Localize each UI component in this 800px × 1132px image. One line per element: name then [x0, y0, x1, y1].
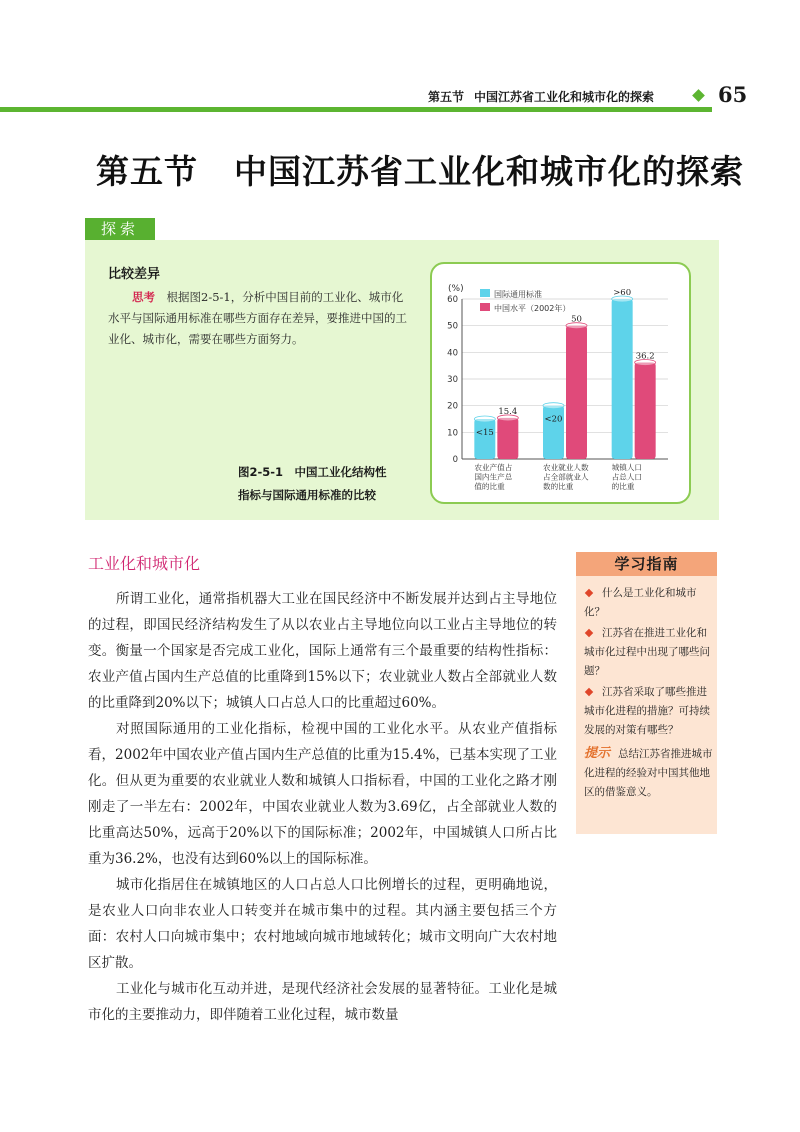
y-tick-label: 50	[447, 321, 458, 332]
guide-item-text: 什么是工业化和城市化？	[584, 587, 697, 618]
guide-title: 学习指南	[576, 552, 717, 576]
y-tick-label: 60	[447, 295, 458, 305]
chart-frame	[430, 262, 691, 504]
header-rule	[0, 107, 712, 112]
running-header	[0, 82, 800, 112]
y-tick-label: 0	[452, 455, 458, 465]
compare-title: 比较差异	[108, 267, 161, 282]
think-text: 根据图2-5-1，分析中国目前的工业化、城市化水平与国际通用标准在哪些方面存在差异，要推进中国的工业化、城市化，需要在哪些方面努力。	[108, 290, 407, 346]
x-tick-label: 值的比重	[474, 482, 505, 491]
guide-item	[584, 624, 714, 681]
figure-caption-line2: 指标与国际通用标准的比较	[238, 488, 376, 502]
think-label: 思考	[132, 290, 155, 304]
running-section: 第五节	[428, 90, 465, 104]
tip-label: 提示	[584, 746, 611, 761]
x-tick-label: 城镇人口	[611, 463, 643, 472]
page-number: 65	[718, 82, 748, 107]
data-label: >60	[613, 288, 632, 298]
legend-swatch	[480, 303, 490, 311]
bar-standard	[543, 406, 564, 459]
bar-chart	[432, 264, 689, 502]
explore-tab: 探索	[85, 218, 155, 240]
bar-china	[635, 362, 656, 459]
y-tick-label: 10	[447, 428, 458, 439]
figure-caption	[238, 461, 428, 507]
y-tick-label: 30	[447, 375, 458, 385]
legend-entry: 国际通用标准	[494, 290, 542, 299]
bar-china	[566, 326, 587, 459]
legend-entry: 中国水平（2002年）	[494, 304, 571, 313]
paragraph: 对照国际通用的工业化指标，检视中国的工业化水平。从农业产值指标看，2002年中国农业产值占国内生产总值的比重为15.4%，已基本实现了工业化。但从更为重要的农业就业人数和城镇人口指标看，中国的工业化之路才刚刚走了一半左右：2002年，中国农业就业人数为3.69亿，占全部就业人数的比重高达50%，远高于20%以下的国际标准；2002年，中国城镇人口所占比重为36.2%，也没有达到60%以上的国际标准。	[88, 721, 557, 867]
bullet-diamond-icon	[585, 629, 593, 637]
y-axis-label: (%)	[448, 284, 464, 294]
title-text: 中国江苏省工业化和城市化的探索	[234, 152, 744, 191]
bar-cap	[474, 416, 495, 422]
data-label: <20	[544, 414, 563, 425]
x-tick-label: 占全部就业人	[543, 472, 589, 482]
x-tick-label: 国内生产总	[474, 472, 513, 482]
bullet-diamond-icon	[585, 688, 593, 696]
tip-text: 总结江苏省推进城市化进程的经验对中国其他地区的借鉴意义。	[584, 748, 713, 798]
figure-caption-line1: 图2-5-1 中国工业化结构性	[238, 465, 387, 479]
x-tick-label: 农业就业人数	[543, 463, 589, 472]
guide-item	[584, 683, 714, 740]
bar-cap	[543, 403, 564, 409]
x-tick-label: 占总人口	[611, 472, 643, 482]
paragraph: 所谓工业化，通常指机器大工业在国民经济中不断发展并达到占主导地位的过程，即国民经济结构发生了从以农业占主导地位向以工业占主导地位的转变。衡量一个国家是否完成工业化，国际上通常有三个最重要的结构性指标：农业产值占国内生产总值的比重降到15%以下；农业就业人数占全部就业人数的比重降到20%以下；城镇人口占总人口的比重超过60%。	[88, 591, 557, 711]
x-tick-label: 的比重	[611, 482, 635, 491]
paragraph: 工业化与城市化互动并进，是现代经济社会发展的显著特征。工业化是城市化的主要推动力，即伴随着工业化过程，城市数量	[88, 981, 557, 1023]
guide-item-text: 江苏省在推进工业化和城市化过程中出现了哪些问题？	[584, 627, 710, 677]
guide-item-text: 江苏省采取了哪些推进城市化进程的措施？可持续发展的对策有哪些？	[584, 686, 710, 736]
guide-tip	[584, 744, 714, 802]
y-tick-label: 20	[447, 401, 458, 412]
data-label: 50	[571, 314, 582, 325]
y-tick-label: 40	[447, 348, 458, 359]
paragraph: 城市化指居住在城镇地区的人口占总人口比例增长的过程，更明确地说，是农业人口向非农业人口转变并在城市集中的过程。其内涵主要包括三个方面：农村人口向城市集中；农村地域向城市地域转化；城市文明向广大农村地区扩散。	[88, 877, 557, 971]
data-label: <15	[475, 428, 494, 438]
bar-standard	[474, 419, 495, 459]
section-heading: 工业化和城市化	[88, 554, 201, 573]
diamond-icon	[692, 89, 705, 102]
think-paragraph	[108, 287, 410, 350]
page-title	[96, 146, 744, 193]
bullet-diamond-icon	[585, 589, 593, 597]
guide-item	[584, 584, 714, 622]
bar-standard	[612, 299, 633, 459]
data-label: 36.2	[635, 351, 655, 362]
x-tick-label: 农业产值占	[474, 463, 513, 472]
running-title-text: 中国江苏省工业化和城市化的探索	[474, 90, 655, 104]
x-tick-label: 数的比重	[543, 482, 574, 491]
title-number: 第五节	[96, 152, 198, 191]
running-title	[428, 88, 654, 105]
data-label: 15.4	[498, 406, 518, 417]
guide-list	[584, 584, 714, 802]
legend-swatch	[480, 289, 490, 297]
body-text	[88, 586, 557, 1028]
bar-china	[497, 418, 518, 459]
